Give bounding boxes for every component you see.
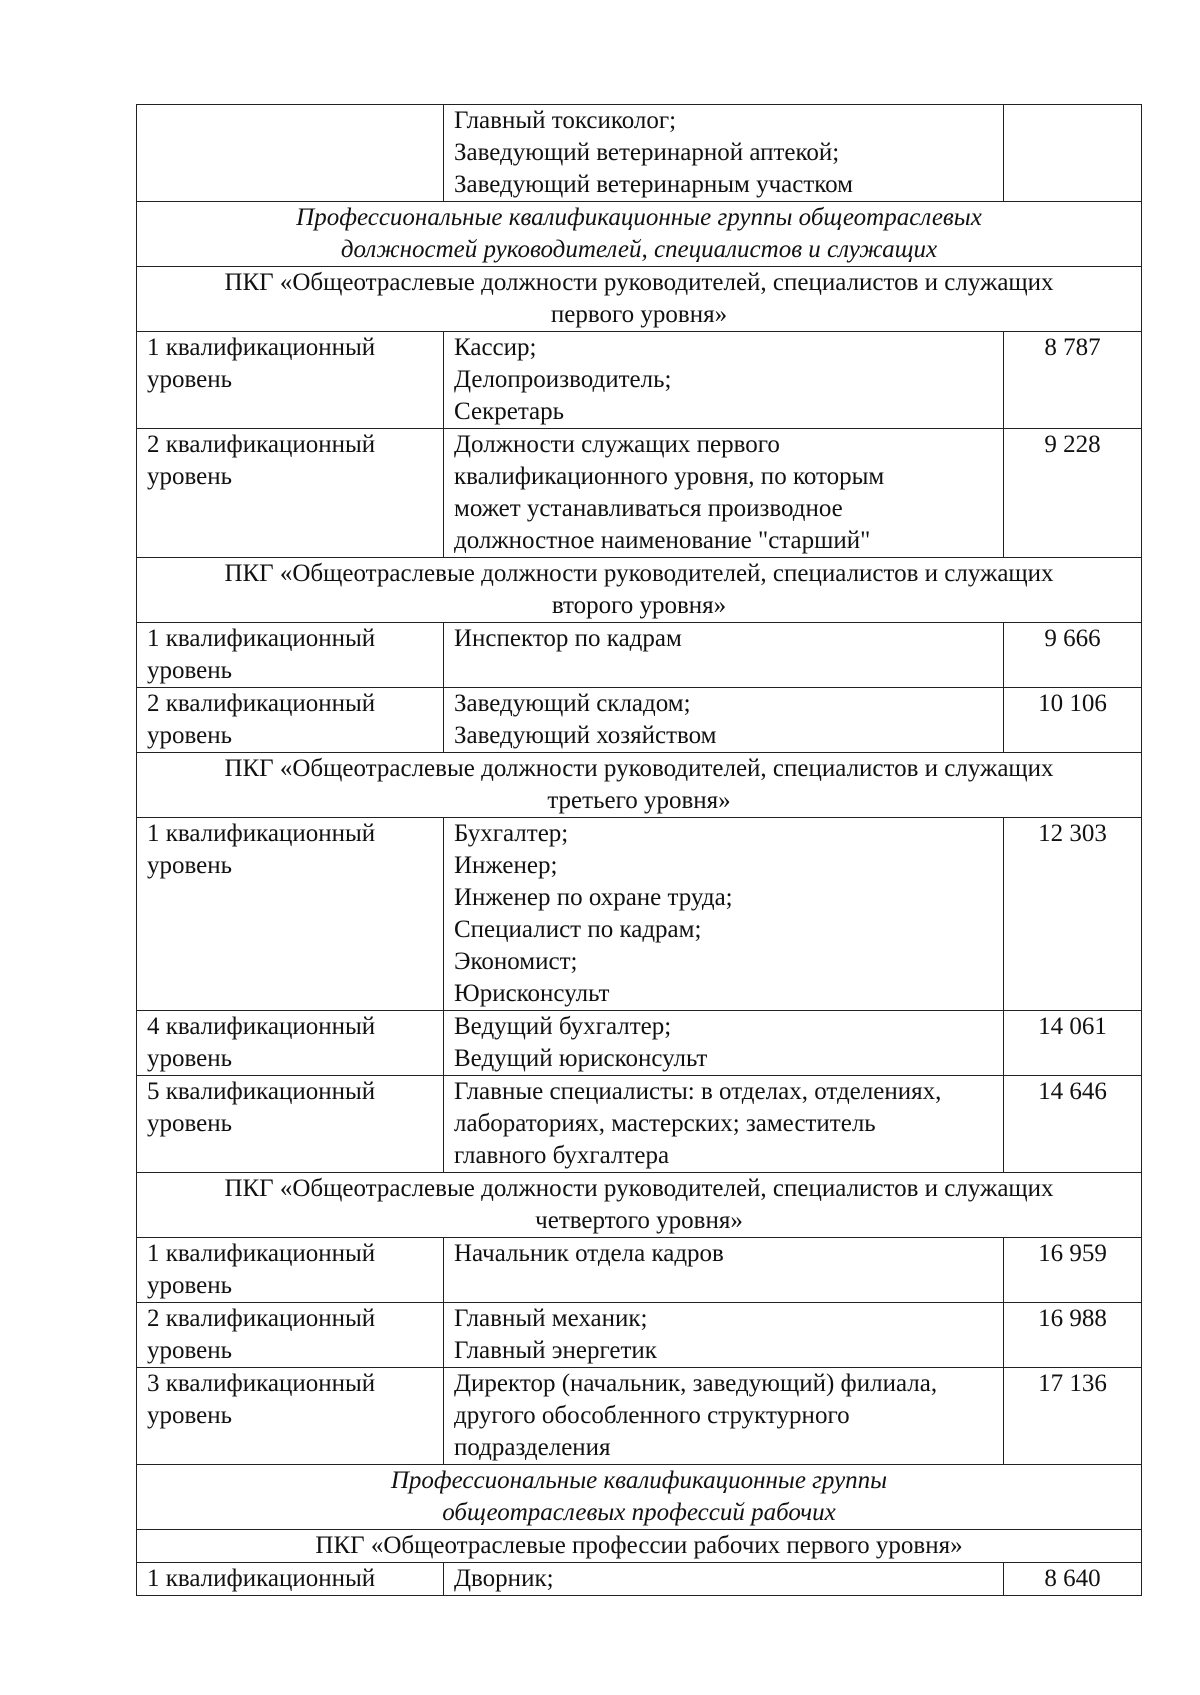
title-line: ПКГ «Общеотраслевые должности руководителей, специалистов и служащих xyxy=(224,269,1054,296)
table-row xyxy=(137,332,1142,429)
qualification-level-cell: 1 квалификационный xyxy=(137,1563,444,1596)
position-line: Заведующий ветеринарным участком xyxy=(454,171,853,198)
title-line: первого уровня» xyxy=(550,301,728,328)
group-title xyxy=(137,558,1142,623)
table-row xyxy=(137,818,1142,1011)
position-line: лабораториях, мастерских; заместитель xyxy=(454,1110,876,1137)
positions-cell xyxy=(444,1076,1004,1173)
salary-table-body xyxy=(137,105,1142,1596)
section-title xyxy=(137,202,1142,267)
positions-cell xyxy=(444,1011,1004,1076)
section-header-row xyxy=(137,1465,1142,1530)
positions-cell xyxy=(444,818,1004,1011)
qualification-level-cell: 1 квалификационный уровень xyxy=(137,332,444,429)
positions-cell xyxy=(444,1368,1004,1465)
table-row xyxy=(137,688,1142,753)
position-line: Начальник отдела кадров xyxy=(454,1240,724,1267)
salary-cell: 8 787 xyxy=(1004,332,1142,429)
group-title xyxy=(137,1530,1142,1563)
group-title xyxy=(137,267,1142,332)
positions-cell xyxy=(444,1238,1004,1303)
table-row xyxy=(137,1076,1142,1173)
qualification-level-cell: 2 квалификационный уровень xyxy=(137,429,444,558)
position-line: Инженер; xyxy=(454,852,558,879)
salary-cell: 17 136 xyxy=(1004,1368,1142,1465)
qualification-level-cell: 5 квалификационный уровень xyxy=(137,1076,444,1173)
salary-cell: 14 646 xyxy=(1004,1076,1142,1173)
table-row xyxy=(137,429,1142,558)
position-line: Ведущий юрисконсульт xyxy=(454,1045,708,1072)
table-row xyxy=(137,1368,1142,1465)
title-line: Профессиональные квалификационные группы общеотраслевых xyxy=(296,204,982,231)
positions-cell xyxy=(444,1303,1004,1368)
table-row xyxy=(137,1303,1142,1368)
qualification-level-cell: 2 квалификационный уровень xyxy=(137,688,444,753)
table-row xyxy=(137,1563,1142,1596)
position-line: Должности служащих первого xyxy=(454,431,780,458)
title-line: ПКГ «Общеотраслевые должности руководителей, специалистов и служащих xyxy=(224,755,1054,782)
table-row xyxy=(137,623,1142,688)
qualification-level-cell: 2 квалификационный уровень xyxy=(137,1303,444,1368)
title-line: должностей руководителей, специалистов и служащих xyxy=(340,236,938,263)
position-line: Экономист; xyxy=(454,948,578,975)
positions-cell xyxy=(444,623,1004,688)
qualification-level-cell: 1 квалификационный уровень xyxy=(137,1238,444,1303)
positions-cell xyxy=(444,1563,1004,1596)
title-line: ПКГ «Общеотраслевые должности руководителей, специалистов и служащих xyxy=(224,560,1054,587)
position-line: Заведующий ветеринарной аптекой; xyxy=(454,139,840,166)
salary-table xyxy=(136,104,1142,1596)
salary-cell: 16 959 xyxy=(1004,1238,1142,1303)
group-header-row xyxy=(137,1530,1142,1563)
title-line: общеотраслевых профессий рабочих xyxy=(442,1499,836,1526)
position-line: квалификационного уровня, по которым xyxy=(454,463,885,490)
position-line: Директор (начальник, заведующий) филиала, xyxy=(454,1370,938,1397)
title-line: ПКГ «Общеотраслевые профессии рабочих первого уровня» xyxy=(315,1532,963,1559)
salary-cell: 9 228 xyxy=(1004,429,1142,558)
positions-cell xyxy=(444,688,1004,753)
salary-cell: 14 061 xyxy=(1004,1011,1142,1076)
positions-cell xyxy=(444,105,1004,202)
position-line: Главный токсиколог; xyxy=(454,107,677,134)
group-header-row xyxy=(137,558,1142,623)
position-line: Секретарь xyxy=(454,398,565,425)
position-line: Бухгалтер; xyxy=(454,820,569,847)
section-header-row xyxy=(137,202,1142,267)
title-line: ПКГ «Общеотраслевые должности руководителей, специалистов и служащих xyxy=(224,1175,1054,1202)
position-line: Делопроизводитель; xyxy=(454,366,672,393)
position-line: другого обособленного структурного xyxy=(454,1402,850,1429)
salary-cell: 16 988 xyxy=(1004,1303,1142,1368)
salary-cell xyxy=(1004,105,1142,202)
position-line: Дворник; xyxy=(454,1565,554,1592)
title-line: второго уровня» xyxy=(551,592,727,619)
group-header-row xyxy=(137,1173,1142,1238)
title-line: четвертого уровня» xyxy=(535,1207,743,1234)
position-line: может устанавливаться производное xyxy=(454,495,843,522)
position-line: Ведущий бухгалтер; xyxy=(454,1013,672,1040)
group-title xyxy=(137,1173,1142,1238)
position-line: подразделения xyxy=(454,1434,611,1461)
table-row xyxy=(137,105,1142,202)
qualification-level-cell: 3 квалификационный уровень xyxy=(137,1368,444,1465)
position-line: Инженер по охране труда; xyxy=(454,884,733,911)
table-row xyxy=(137,1011,1142,1076)
position-line: главного бухгалтера xyxy=(454,1142,670,1169)
salary-cell: 12 303 xyxy=(1004,818,1142,1011)
position-line: Юрисконсульт xyxy=(454,980,610,1007)
qualification-level-cell xyxy=(137,105,444,202)
position-line: должностное наименование "старший" xyxy=(454,527,871,554)
salary-cell: 9 666 xyxy=(1004,623,1142,688)
salary-cell: 8 640 xyxy=(1004,1563,1142,1596)
group-header-row xyxy=(137,753,1142,818)
qualification-level-cell: 1 квалификационный уровень xyxy=(137,818,444,1011)
qualification-level-cell: 1 квалификационный уровень xyxy=(137,623,444,688)
table-row xyxy=(137,1238,1142,1303)
qualification-level-cell: 4 квалификационный уровень xyxy=(137,1011,444,1076)
group-title xyxy=(137,753,1142,818)
title-line: третьего уровня» xyxy=(547,787,731,814)
positions-cell xyxy=(444,332,1004,429)
salary-cell: 10 106 xyxy=(1004,688,1142,753)
section-title xyxy=(137,1465,1142,1530)
position-line: Специалист по кадрам; xyxy=(454,916,702,943)
position-line: Инспектор по кадрам xyxy=(454,625,682,652)
positions-cell xyxy=(444,429,1004,558)
position-line: Главный энергетик xyxy=(454,1337,657,1364)
title-line: Профессиональные квалификационные группы xyxy=(390,1467,888,1494)
position-line: Главные специалисты: в отделах, отделениях, xyxy=(454,1078,942,1105)
group-header-row xyxy=(137,267,1142,332)
position-line: Главный механик; xyxy=(454,1305,648,1332)
position-line: Заведующий складом; xyxy=(454,690,691,717)
position-line: Кассир; xyxy=(454,334,537,361)
position-line: Заведующий хозяйством xyxy=(454,722,717,749)
